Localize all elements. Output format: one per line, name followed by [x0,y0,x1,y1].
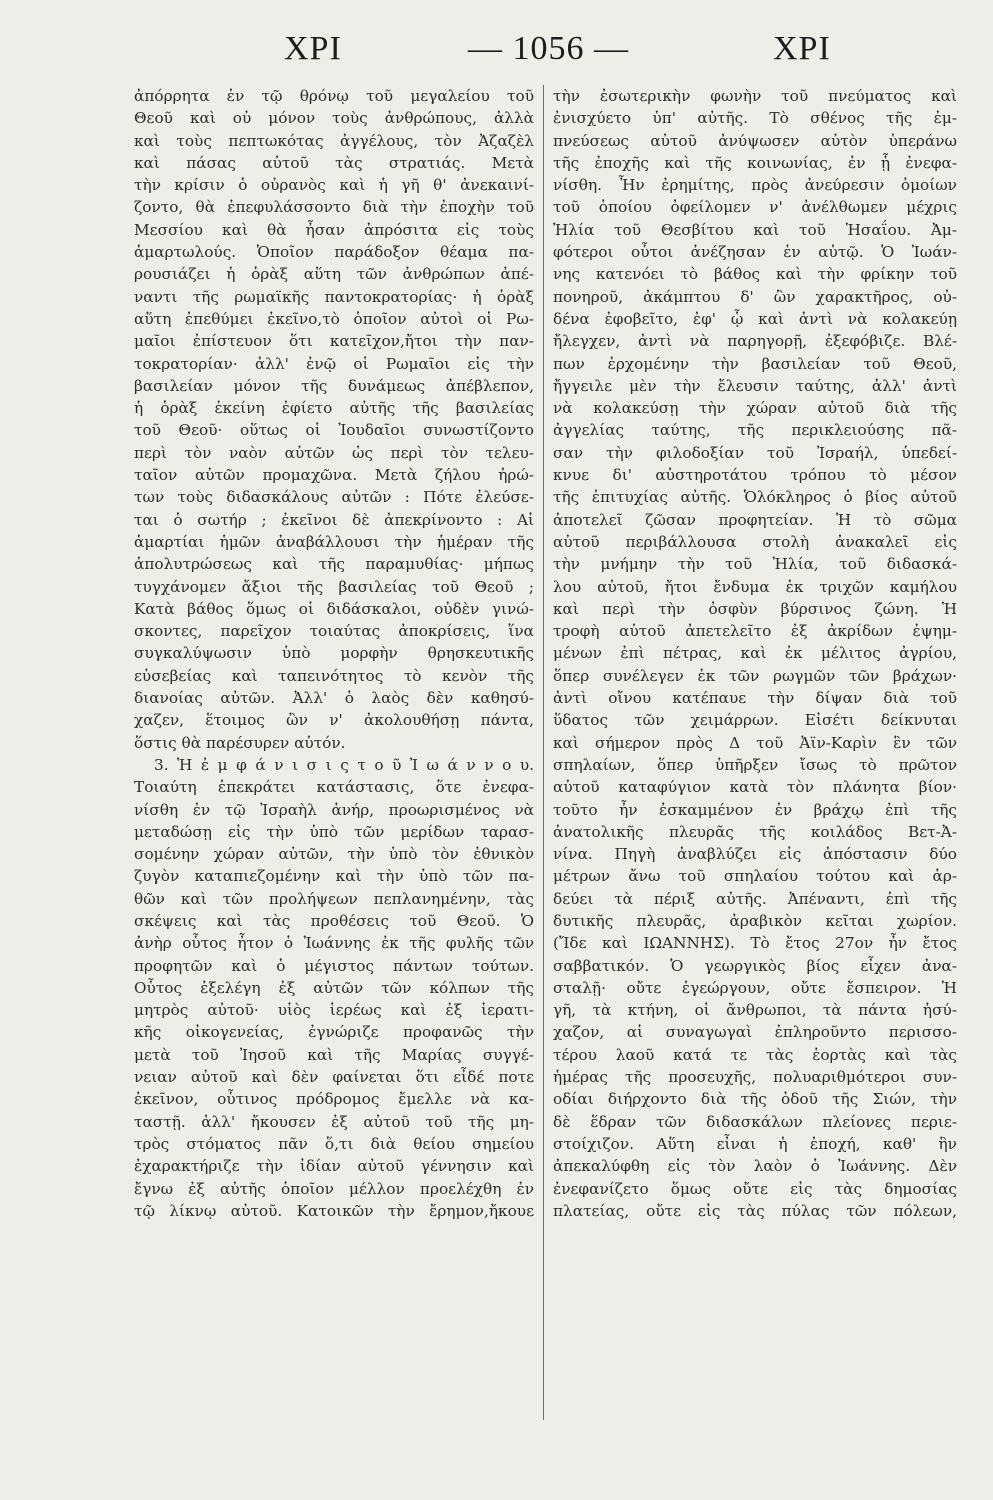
text-line: στοίχιζον. Αὕτη εἶναι ἡ ἐποχή, καθ' ἣν [553,1134,957,1153]
text-line: τοῦ Θεοῦ· οὕτως οἱ Ἰουδαῖοι συνωστίζοντο [134,421,534,440]
text-line: τέρου λαοῦ κατά τε τὰς ἑορτὰς καὶ τὰς [553,1045,957,1064]
text-line: μαῖοι ἐπίστευον ὅτι κατεῖχον,ἤτοι τὴν παν- [134,332,534,351]
text-line: ταστῇ. ἀλλ' ἤκουσεν ἐξ αὐτοῦ τοῦ τῆς μη- [134,1112,534,1131]
text-line: γῆ, τὰ κτήνη, οἱ ἄνθρωποι, τὰ πάντα ἡσύ- [553,1001,957,1020]
text-line: ται ὁ σωτήρ ; ἐκεῖνοι δὲ ἀπεκρίνοντο : Αἱ [134,510,534,529]
text-line: ἐνισχύετο ὑπ' αὐτῆς. Τὸ σθένος τῆς ἐμ- [553,109,957,128]
header-left: ΧΡΙ [284,30,342,67]
text-line: ἡμέρας τῆς προσευχῆς, πολυαριθμότεροι συν- [553,1068,957,1087]
column-divider [543,85,544,1420]
text-line: καὶ σήμερον πρὸς Δ τοῦ Ἀϊν-Καρὶν ἓν τῶν [553,733,957,752]
text-line: βασιλείαν μόνον τῆς δυνάμεως ἀπέβλεπον, [134,376,534,395]
text-line: τρὸς στόματος πᾶν ὅ,τι διὰ θείου σημείου [134,1134,534,1153]
text-line: τροφὴ αὐτοῦ ἀπετελεῖτο ἐξ ἀκρίδων ἐψημ- [553,622,957,641]
text-line: των τοὺς διδασκάλους αὐτῶν : Πότε ἐλεύσε- [134,488,534,507]
text-line: σομένην χώραν αὐτῶν, τὴν ὑπὸ τὸν ἐθνικὸν [134,845,534,864]
text-line: πνεύσεως αὐτοῦ ἀνύψωσεν αὐτὸν ὑπεράνω [553,131,957,150]
text-line: ὕδατος τῶν χειμάρρων. Εἰσέτι δείκνυται [553,711,957,730]
text-line: ἀπεκαλύφθη εἰς τὸν λαὸν ὁ Ἰωάννης. Δὲν [553,1157,957,1176]
text-line: κῆς οἰκογενείας, ἐγνώριζε προφανῶς τὴν [134,1023,534,1042]
text-line: τοῦ ὁποίου ὀφείλομεν ν' ἀνέλθωμεν μέχρις [553,198,957,217]
text-line: καὶ τοὺς πεπτωκότας ἀγγέλους, τὸν Ἀζαζὲλ [134,131,534,150]
text-line: τῷ λίκνῳ αὐτοῦ. Κατοικῶν τὴν ἔρημον,ἤκουε [134,1201,534,1220]
text-line: τοκρατορίαν· ἀλλ' ἐνῷ οἱ Ρωμαῖοι εἰς τὴν [134,354,534,373]
text-line: Οὗτος ἐξελέγη ἐξ αὐτῶν τῶν κόλπων τῆς [134,978,534,997]
text-line: Ἠλία τοῦ Θεσβίτου καὶ τοῦ Ἡσαΐου. Ἀμ- [553,220,957,239]
right-column [553,85,957,1415]
text-line: κνυε δι' αὐστηροτάτου τρόπου τὸ μέσον [553,466,957,485]
text-line: τὴν μνήμην τὴν τοῦ Ἠλία, τοῦ διδασκά- [553,555,957,574]
text-line: ἤγγειλε μὲν τὴν ἔλευσιν ταύτης, ἀλλ' ἀντὶ [553,376,957,395]
text-line: σκέψεις καὶ τὰς προθέσεις τοῦ Θεοῦ. Ὁ [134,911,534,930]
text-line: σπηλαίων, ὅπερ ὑπῆρξεν ἴσως τὸ πρῶτον [553,755,957,774]
text-line: δὲ ἕδραν τῶν διδασκάλων πλείονες περιε- [553,1112,957,1131]
text-line: οδίαι διήρχοντο διὰ τῆς ὁδοῦ τῆς Σιών, τὴν [553,1090,957,1109]
text-line: δεύει τὰ πέριξ αὐτῆς. Ἀπέναντι, ἐπὶ τῆς [553,889,957,908]
text-line: ταῖον αὐτῶν προμαχῶνα. Μετὰ ζήλου ἠρώ- [134,466,534,485]
text-line: θῶν καὶ τῶν προλήψεων πεπλανημένην, τὰς [134,889,534,908]
running-header [0,30,993,80]
text-line: προφητῶν καὶ ὁ μέγιστος πάντων τούτων. [134,956,534,975]
text-line: ὅπερ συνέλεγεν ἐκ τῶν ρωγμῶν τῶν βράχων· [553,666,957,685]
text-line: νίσθη. Ἦν ἐρημίτης, πρὸς ἀνεύρεσιν ὁμοίων [553,176,957,195]
text-line: τῆς ἐποχῆς καὶ τῆς κοινωνίας, ἐν ᾗ ἐνεφα- [553,153,957,172]
text-line: ρουσιάζει ἡ ὁρὰξ αὕτη τῶν ἀνθρώπων ἀπέ- [134,265,534,284]
text-line: ἡ ὁρὰξ ἐκείνη ἐφίετο αὐτῆς τῆς βασιλείας [134,399,534,418]
text-line: νειαν αὐτοῦ καὶ δὲν φαίνεται ὅτι εἶδέ ποτε [134,1068,534,1087]
text-line: αὐτοῦ περιβάλλουσα στολὴ ἀνακαλεῖ εἰς [553,532,957,551]
text-line: μέτρων ἄνω τοῦ σπηλαίου τούτου καὶ ἀρ- [553,867,957,886]
text-line: μεταδώσῃ εἰς τὴν ὑπὸ τῶν μερίδων ταρασ- [134,822,534,841]
text-line: ἀγγελίας ταύτης, τῆς περικλειούσης πᾶ- [553,421,957,440]
text-line: νίσθη ἐν τῷ Ἰσραὴλ ἀνήρ, προωρισμένος νὰ [134,800,534,819]
text-line: δένα ἐφοβεῖτο, ἐφ' ᾧ καὶ ἀντὶ νὰ κολακεύῃ [553,309,957,328]
text-line: πλατείας, οὔτε εἰς τὰς πύλας τῶν πόλεων, [553,1201,957,1220]
text-line: συγκαλύψωσιν ὑπὸ μορφὴν θρησκευτικῆς [134,644,534,663]
text-line: χαζον, αἱ συναγωγαὶ ἐπληροῦντο περισσο- [553,1023,957,1042]
text-line: καὶ πάσας αὐτοῦ τὰς στρατιάς. Μετὰ [134,153,534,172]
text-line: τοῦτο ἦν ἐσκαμμένον ἐν βράχῳ ἐπὶ τῆς [553,800,957,819]
text-line: ἐχαρακτήριζε τὴν ἰδίαν αὐτοῦ γέννησιν καὶ [134,1157,534,1176]
text-line: ζυγὸν καταπιεζομένην καὶ τὴν ὑπὸ τῶν πα- [134,867,534,886]
header-right: ΧΡΙ [773,30,831,67]
text-line: λου αὐτοῦ, ἤτοι ἔνδυμα ἐκ τριχῶν καμήλου [553,577,957,596]
text-line: ναντι τῆς ρωμαϊκῆς παντοκρατορίας· ἡ ὁρὰξ [134,287,534,306]
text-line: σταλῇ· οὔτε ἐγεώργουν, οὔτε ἔσπειρον. Ἡ [553,978,957,997]
text-line: ἀνατολικῆς πλευρᾶς τῆς κοιλάδος Βετ-Ἀ- [553,822,957,841]
text-line: μένων ἐπὶ πέτρας, καὶ ἐκ μέλιτος ἀγρίου, [553,644,957,663]
text-line: μητρὸς αὐτοῦ· υἱὸς ἱερέως καὶ ἐξ ἱερατι- [134,1001,534,1020]
text-line: σαββατικόν. Ὁ γεωργικὸς βίος εἶχεν ἀνα- [553,956,957,975]
text-line: πων ἐρχομένην τὴν βασιλείαν τοῦ Θεοῦ, [553,354,957,373]
text-line: μετὰ τοῦ Ἰησοῦ καὶ τῆς Μαρίας συγγέ- [134,1045,534,1064]
text-line: τυγχάνομεν ἄξιοι τῆς βασιλείας τοῦ Θεοῦ ; [134,577,534,596]
text-line: χαζεν, ἕτοιμος ὢν ν' ἀκολουθήσῃ πάντα, [134,711,534,730]
text-line: σκοντες, παρεῖχον τοιαύτας ἀποκρίσεις, ἵνα [134,622,534,641]
text-line: καὶ περὶ τὴν ὀσφὺν βύρσινος ζώνη. Ἡ [553,599,957,618]
text-line: νίνα. Πηγὴ ἀναβλύζει εἰς ἀπόστασιν δύο [553,845,957,864]
text-line: διανοίας αὐτῶν. Ἀλλ' ὁ λαὸς δὲν καθησύ- [134,689,534,708]
left-column [134,85,534,1415]
text-line: ἀντὶ οἴνου κατέπαυε τὴν δίψαν διὰ τοῦ [553,689,957,708]
text-line: Μεσσίου καὶ θὰ ἦσαν ἀπρόσιτα εἰς τοὺς [134,220,534,239]
text-line: ἐκεῖνον, οὗτινος πρόδρομος ἔμελλε νὰ κα- [134,1090,534,1109]
text-line: τὴν κρίσιν ὁ οὐρανὸς καὶ ἡ γῆ θ' ἀνεκαινί- [134,176,534,195]
text-line: ἀνὴρ οὗτος ἦτον ὁ Ἰωάννης ἐκ τῆς φυλῆς τῶν [134,934,534,953]
text-line: Τοιαύτη ἐπεκράτει κατάστασις, ὅτε ἐνεφα- [134,778,534,797]
text-line: ἐνεφανίζετο ὅμως οὔτε εἰς τὰς δημοσίας [553,1179,957,1198]
text-line: νὰ κολακεύσῃ τὴν χώραν αὐτοῦ διὰ τῆς [553,399,957,418]
text-line: ἔγνω ἐξ αὐτῆς ὁποῖον μέλλον προελέχθη ἐν [134,1179,534,1198]
text-line: σαν τὴν φιλοδοξίαν τοῦ Ἰσραήλ, ὑπεδεί- [553,443,957,462]
text-line: ἤλεγχεν, ἀντὶ νὰ παρηγορῇ, ἐξεφόβιζε. Βλέ- [553,332,957,351]
text-line: Κατὰ βάθος ὅμως οἱ διδάσκαλοι, οὐδὲν γινώ- [134,599,534,618]
text-line: (Ἴδε καὶ ΙΩΑΝΝΗΣ). Τὸ ἔτος 27ον ἦν ἔτος [553,934,957,953]
text-line: τὴν ἐσωτερικὴν φωνὴν τοῦ πνεύματος καὶ [553,87,957,105]
text-line: δυτικῆς πλευρᾶς, ἀραβικὸν κεῖται χωρίον. [553,911,957,930]
text-line: Θεοῦ καὶ οὐ μόνον τοὺς ἀνθρώπους, ἀλλὰ [134,109,534,128]
text-line: 3. Ἡ ἐ μ φ ά ν ι σ ι ς τ ο ῦ Ἰ ω ά ν ν ο υ. [154,755,534,774]
text-line: περὶ τὸν ναὸν αὐτῶν ὡς περὶ τὸν τελευ- [134,443,534,462]
text-line: ἀπόρρητα ἐν τῷ θρόνῳ τοῦ μεγαλείου τοῦ [134,87,534,105]
page-number: — 1056 — [468,30,629,67]
text-line: φότεροι οὗτοι ἀνέζησαν ἐν αὐτῷ. Ὁ Ἰωάν- [553,243,957,262]
text-line: ζοντο, θὰ ἐπεφυλάσσοντο διὰ τὴν ἐποχὴν τοῦ [134,198,534,217]
text-line: πονηροῦ, ἀκάμπτου δ' ὢν χαρακτῆρος, οὐ- [553,287,957,306]
text-line: ἀποτελεῖ ζῶσαν προφητείαν. Ἡ τὸ σῶμα [553,510,957,529]
text-line: τῆς ἐπιτυχίας αὐτῆς. Ὁλόκληρος ὁ βίος αὐτοῦ [553,488,957,507]
text-line: ἁμαρτωλούς. Ὁποῖον παράδοξον θέαμα πα- [134,243,534,262]
text-line: ἀπολυτρώσεως καὶ τῆς παραμυθίας· μήπως [134,555,534,574]
text-line: εὐσεβείας καὶ ταπεινότητος τὸ κενὸν τῆς [134,666,534,685]
text-line: αὕτη ἐπεθύμει ἐκεῖνο,τὸ ὁποῖον αὐτοὶ οἱ Ρω- [134,309,534,328]
text-line: ὅστις θὰ παρέσυρεν αὐτόν. [134,733,346,752]
text-line: αὐτοῦ καταφύγιον κατὰ τὸν πλάνητα βίον· [553,778,957,797]
text-line: νης κατενόει τὸ βάθος καὶ τὴν φρίκην τοῦ [553,265,957,284]
text-line: ἁμαρτίαι ἡμῶν ἀναβάλλουσι τὴν ἡμέραν τῆς [134,532,534,551]
